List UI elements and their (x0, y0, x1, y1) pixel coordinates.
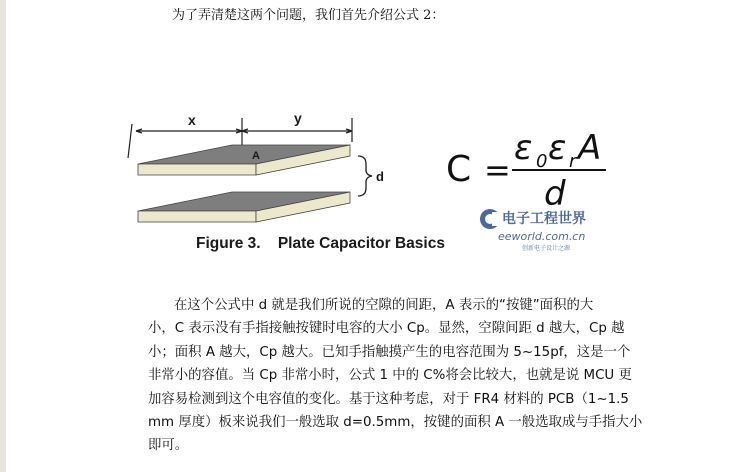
body-line: 小，C 表示没有手指接触按键时电容的大小 Cp。显然，空隙间距 d 越大，Cp 越 (148, 321, 625, 337)
formula-epsilonr: ε (548, 128, 567, 168)
formula-subr: r (569, 151, 577, 172)
capacitance-formula (446, 128, 606, 214)
label-x: x (188, 112, 196, 128)
eeworld-watermark (480, 209, 586, 252)
watermark-url: eeworld.com.cn (498, 230, 586, 243)
intro-paragraph: 为了弄清楚这两个问题，我们首先介绍公式 2： (172, 8, 445, 23)
label-d: d (376, 169, 384, 184)
formula-c: C (446, 149, 472, 190)
top-plate (138, 145, 350, 175)
body-line: 即可。 (148, 438, 189, 454)
watermark-slogan: 创新电子设计之源 (522, 245, 571, 252)
document-page (6, 0, 750, 472)
body-line: 在这个公式中 d 就是我们所说的空隙的间距，A 表示的“按键”面积的大 (174, 298, 594, 313)
brace-d (358, 156, 372, 196)
label-y: y (294, 110, 302, 126)
formula-denominator: d (544, 174, 566, 214)
body-line: 加容易检测到这个电容值的变化。基于这种考虑，对于 FR4 材料的 PCB（1~1.5 (148, 391, 629, 407)
watermark-cn: 电子工程世界 (502, 211, 586, 227)
formula-equals: = (484, 151, 511, 189)
body-paragraph (148, 294, 696, 458)
label-A: A (252, 150, 260, 162)
body-line: 非常小的容值。当 Cp 非常小时，公式 1 中的 C%将会比较大，也就是说 MCU 更 (148, 368, 632, 384)
formula-sub0: 0 (536, 151, 548, 172)
body-line: 小；面积 A 越大，Cp 越大。已知手指触摸产生的电容范围为 5~15pf，这是一个 (148, 344, 631, 360)
figure-caption: Figure 3. Plate Capacitor Basics (196, 235, 445, 252)
formula-epsilon0: ε (514, 128, 533, 168)
formula-area: A (578, 128, 602, 168)
eeworld-logo-icon (480, 209, 502, 229)
bottom-plate (138, 192, 350, 222)
body-line: mm 厚度）板来说我们一般选取 d=0.5mm，按键的面积 A 一般选取成与手指大小 (148, 415, 643, 431)
